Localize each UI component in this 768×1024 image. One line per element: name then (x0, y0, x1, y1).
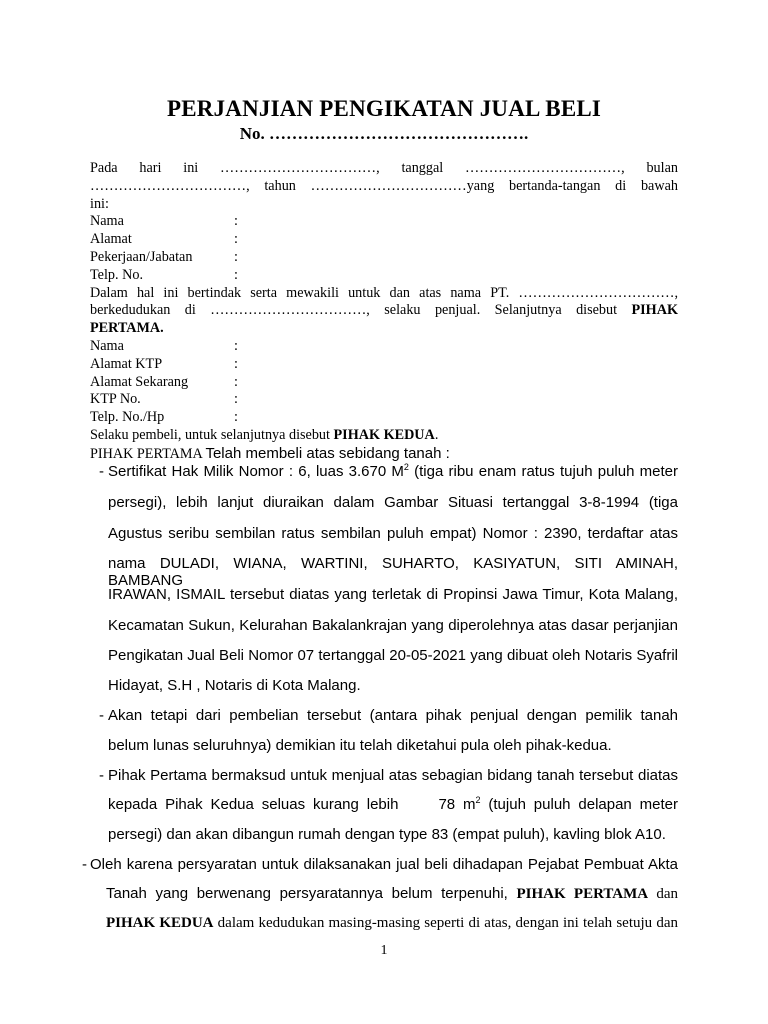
document-title: PERJANJIAN PENGIKATAN JUAL BELI (166, 96, 602, 121)
buyer-line: Selaku pembeli, untuk selanjutnya disebut PIHAK KEDUA. (90, 426, 439, 443)
intro-line-2: ……………………………, tahun ……………………………yang bertanda-tangan di bawah (90, 177, 678, 194)
intro-section (90, 160, 678, 445)
list-dash: - (99, 463, 104, 480)
list-item-line: persegi) dan akan dibangun rumah dengan type 83 (empat puluh), kavling blok A10. (108, 826, 666, 843)
list-item: Sertifikat Hak Milik Nomor : 6, luas 3.670 $M^2$ (tiga ribu enam ratus tujuh puluh meter (108, 462, 678, 480)
field-row: Alamat : (90, 231, 238, 248)
list-item: Pihak Pertama bermaksud untuk menjual atas sebagian bidang tanah tersebut diatas (108, 767, 678, 784)
list-item-line: belum lunas seluruhnya) demikian itu telah diketahui pula oleh pihak-kedua. (108, 737, 612, 754)
representation-line-2: berkedudukan di ……………………………, selaku penjual. Selanjutnya disebut PIHAK (90, 302, 678, 319)
list-item-line: PIHAK KEDUA dalam kedudukan masing-masing seperti di atas, dengan ini telah setuju dan (106, 915, 678, 931)
intro-line-3: ini: (90, 195, 109, 212)
field-row: Telp. No./Hp : (90, 409, 238, 426)
list-item-line: Tanah yang berwenang persyaratannya belum terpenuhi, PIHAK PERTAMA dan (106, 885, 678, 902)
intro-line-1: Pada hari ini ……………………………, tanggal ……………………………, bulan (90, 160, 678, 176)
list-item-line: Hidayat, S.H , Notaris di Kota Malang. (108, 677, 361, 694)
list-item-line: Pengikatan Jual Beli Nomor 07 tertanggal 20-05-2021 yang dibuat oleh Notaris Syafril (108, 647, 678, 664)
document-number: No. ………………………………………. (239, 124, 529, 143)
page-number: 1 (380, 943, 388, 958)
list-item-line: persegi), lebih lanjut diuraikan dalam Gambar Situasi tertanggal 3-8-1994 (tiga (108, 494, 678, 511)
field-row: Pekerjaan/Jabatan : (90, 248, 238, 265)
designation-line: PERTAMA. (90, 320, 164, 337)
field-row: Alamat KTP : (90, 355, 238, 372)
field-row: Nama : (90, 337, 238, 354)
purchase-statement: PIHAK PERTAMA Telah membeli atas sebidang tanah : (90, 445, 450, 462)
list-dash: - (82, 856, 87, 873)
list-item: Akan tetapi dari pembelian tersebut (antara pihak penjual dengan pemilik tanah (108, 707, 678, 724)
field-row: Telp. No. : (90, 266, 238, 283)
list-item-line: nama DULADI, WIANA, WARTINI, SUHARTO, KASIYATUN, SITI AMINAH, BAMBANG (108, 555, 678, 589)
list-item-line: kepada Pihak Kedua seluas kurang lebih 78 $m^2$ (tujuh puluh delapan meter (108, 795, 678, 813)
list-item: Oleh karena persyaratan untuk dilaksanakan jual beli dihadapan Pejabat Pembuat Akta (90, 856, 678, 873)
list-dash: - (99, 707, 104, 724)
list-dash: - (99, 767, 104, 784)
field-row: Alamat Sekarang : (90, 373, 238, 390)
list-item-line: Agustus seribu sembilan ratus sembilan puluh empat) Nomor : 2390, terdaftar atas (108, 525, 678, 542)
field-row: KTP No. : (90, 391, 238, 408)
representation-line-1: Dalam hal ini bertindak serta mewakili untuk dan atas nama PT. ……………………………, (90, 284, 678, 301)
list-item-line: IRAWAN, ISMAIL tersebut diatas yang terletak di Propinsi Jawa Timur, Kota Malang, (108, 586, 678, 603)
field-row: Nama : (90, 213, 238, 230)
list-item-line: Kecamatan Sukun, Kelurahan Bakalankrajan yang diperolehnya atas dasar perjanjian (108, 617, 678, 634)
